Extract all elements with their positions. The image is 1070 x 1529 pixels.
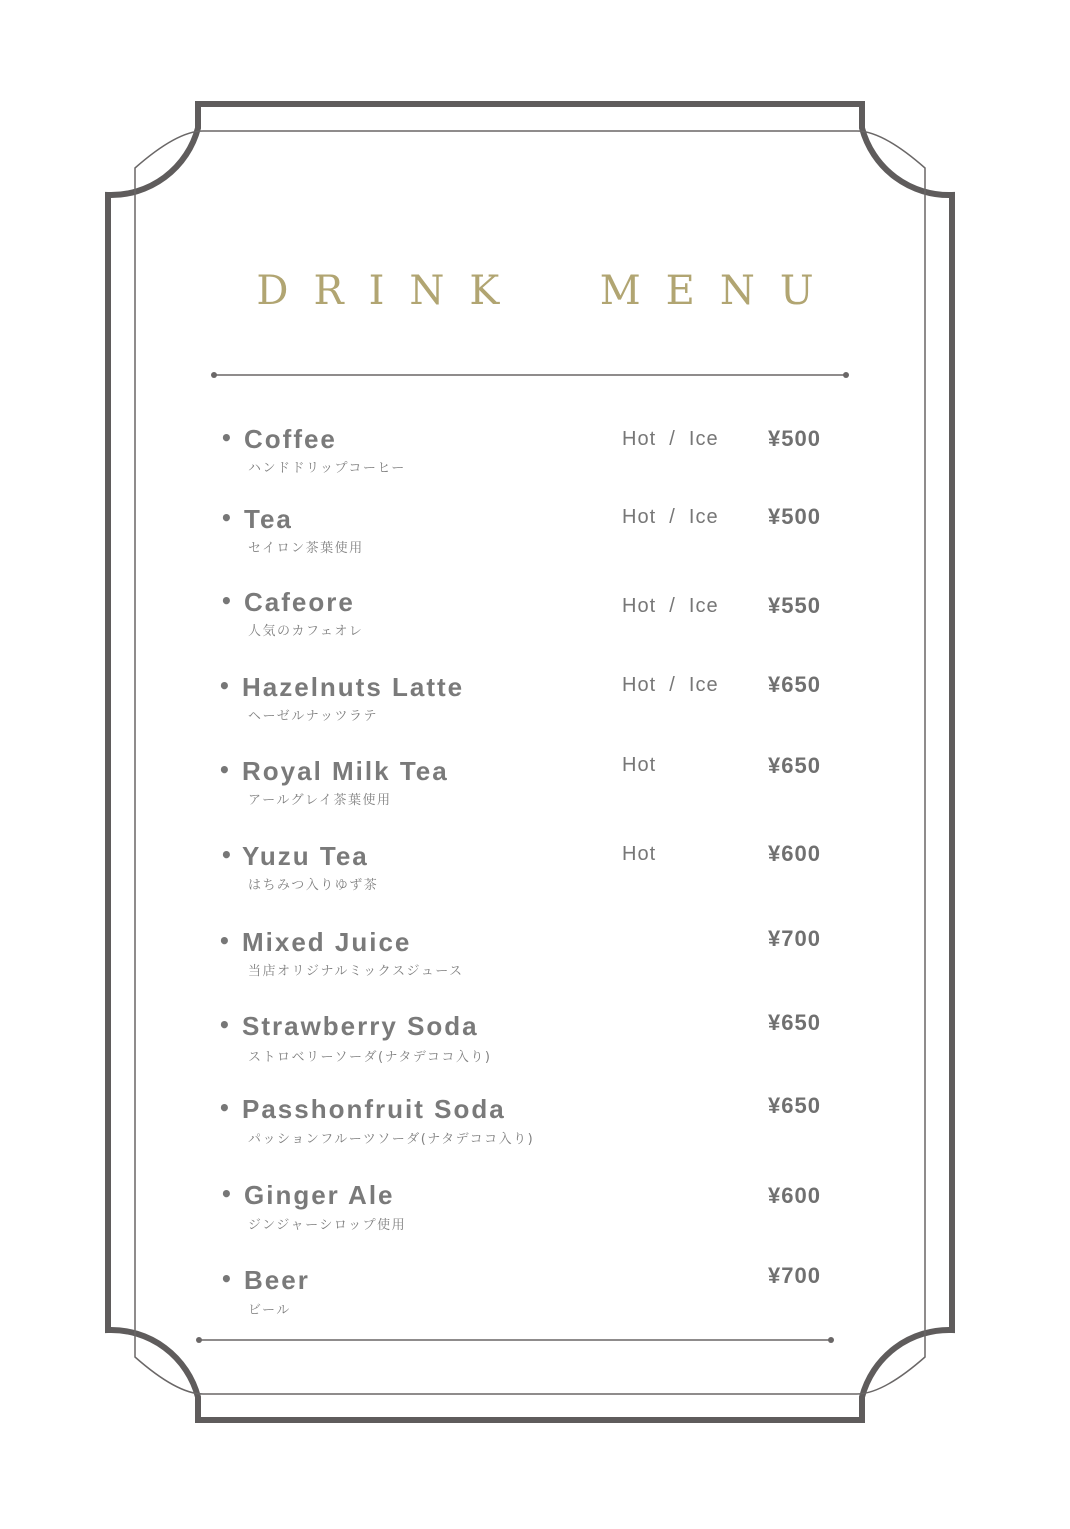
item-price: ¥650	[768, 1093, 821, 1118]
item-temperature: Hot / Ice	[622, 595, 719, 617]
item-subtitle: 人気のカフェオレ	[248, 624, 364, 639]
menu-item-cafeore	[220, 587, 840, 657]
menu-item-beer	[220, 1265, 840, 1335]
menu-item-tea	[220, 504, 840, 574]
bullet-icon: •	[218, 758, 231, 782]
item-subtitle: ビール	[248, 1303, 291, 1318]
bullet-icon: •	[220, 426, 233, 450]
item-temperature: Hot	[622, 754, 657, 776]
bullet-icon: •	[220, 1182, 233, 1206]
item-temperature: Hot / Ice	[622, 506, 719, 528]
item-name: Cafeore	[244, 587, 355, 617]
item-price: ¥500	[768, 426, 821, 451]
item-name: Hazelnuts Latte	[242, 672, 465, 702]
item-temperature: Hot	[622, 843, 657, 865]
item-subtitle: セイロン茶葉使用	[248, 541, 364, 556]
bullet-icon: •	[218, 674, 231, 698]
menu-item-strawberry-soda	[220, 1011, 840, 1081]
item-price: ¥550	[768, 593, 821, 618]
menu-item-hazelnuts-latte	[220, 672, 840, 742]
item-name: Coffee	[244, 424, 337, 454]
item-temperature: Hot / Ice	[622, 428, 719, 450]
bullet-icon: •	[220, 843, 233, 867]
menu-title: DRINK MENU	[256, 268, 839, 314]
item-price: ¥650	[768, 672, 821, 697]
item-subtitle: アールグレイ茶葉使用	[248, 793, 392, 808]
menu-item-mixed-juice	[220, 927, 840, 997]
menu-item-coffee	[220, 424, 840, 494]
item-name: Ginger Ale	[244, 1180, 395, 1210]
item-price: ¥600	[768, 841, 821, 866]
item-price: ¥700	[768, 1263, 821, 1288]
item-subtitle: ハンドドリップコーヒー	[248, 461, 406, 476]
menu-item-ginger-ale	[220, 1180, 840, 1250]
item-subtitle: ストロベリーソーダ(ナタデココ入り)	[248, 1050, 492, 1065]
item-subtitle: ヘーゼルナッツラテ	[248, 709, 378, 724]
item-temperature: Hot / Ice	[622, 674, 719, 696]
item-name: Yuzu Tea	[242, 841, 369, 871]
menu-item-yuzu-tea	[220, 841, 840, 911]
item-name: Mixed Juice	[242, 927, 412, 957]
bullet-icon: •	[220, 589, 233, 613]
item-subtitle: ジンジャーシロップ使用	[248, 1218, 407, 1233]
item-price: ¥700	[768, 926, 821, 951]
menu-item-passhonfruit-soda	[220, 1094, 840, 1164]
bullet-icon: •	[220, 506, 233, 530]
item-price: ¥500	[768, 504, 821, 529]
item-name: Tea	[244, 504, 293, 534]
item-subtitle: はちみつ入りゆず茶	[248, 878, 379, 893]
item-name: Passhonfruit Soda	[242, 1094, 506, 1124]
bullet-icon: •	[218, 929, 231, 953]
item-name: Strawberry Soda	[242, 1011, 479, 1041]
menu-item-royal-milk-tea	[218, 753, 840, 826]
bullet-icon: •	[220, 1267, 233, 1291]
bottom-divider	[196, 1337, 834, 1343]
item-price: ¥650	[768, 753, 821, 778]
bullet-icon: •	[218, 1096, 231, 1120]
item-name: Royal Milk Tea	[242, 756, 449, 786]
bullet-icon: •	[218, 1013, 231, 1037]
item-price: ¥600	[768, 1183, 821, 1208]
top-divider	[211, 372, 849, 378]
item-name: Beer	[244, 1265, 310, 1295]
item-subtitle: 当店オリジナルミックスジュース	[248, 964, 464, 979]
item-price: ¥650	[768, 1010, 821, 1035]
item-subtitle: パッションフルーツソーダ(ナタデココ入り)	[248, 1132, 535, 1147]
